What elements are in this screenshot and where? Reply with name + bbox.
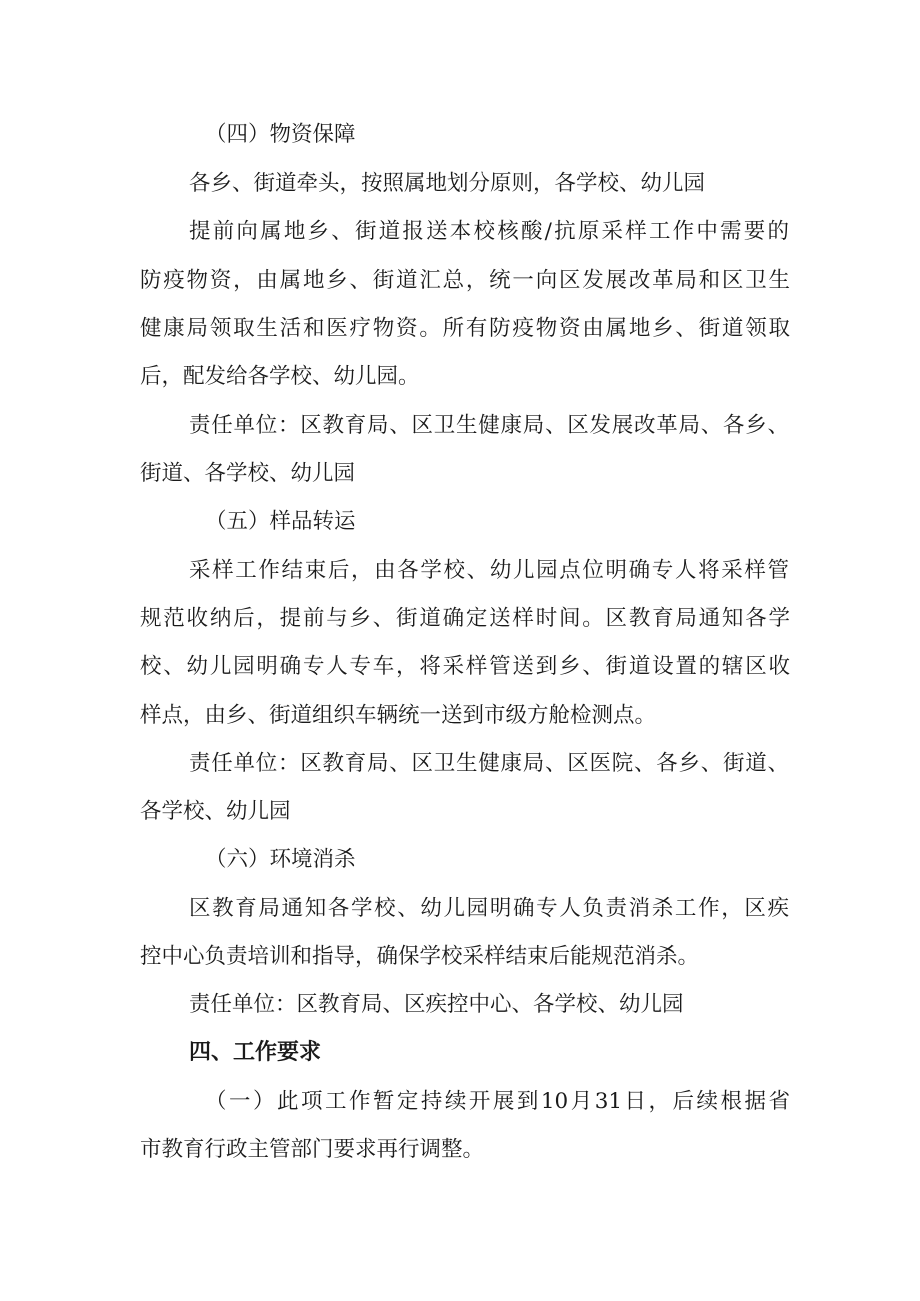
responsibility-line: 责任单位：区教育局、区疾控中心、各学校、幼儿园	[189, 992, 684, 1017]
paragraph-line: 样点，由乡、街道组织车辆统一送到市级方舱检测点。	[140, 703, 657, 728]
paragraph-line: （一）此项工作暂定持续开展到10月31日，后续根据省	[205, 1089, 790, 1114]
section-subheading: （四）物资保障	[205, 122, 356, 147]
paragraph-line: 后，配发给各学校、幼儿园。	[140, 364, 420, 389]
paragraph-line: 健康局领取生活和医疗物资。所有防疫物资由属地乡、街道领取	[140, 316, 790, 341]
paragraph-line: 采样工作结束后，由各学校、幼儿园点位明确专人将采样管	[189, 558, 789, 583]
paragraph-line: 防疫物资，由属地乡、街道汇总，统一向区发展改革局和区卫生	[140, 268, 790, 293]
paragraph-line: 市教育行政主管部门要求再行调整。	[140, 1137, 485, 1162]
paragraph-line: 规范收纳后，提前与乡、街道确定送样时间。区教育局通知各学	[140, 606, 790, 631]
paragraph-line: 区教育局通知各学校、幼儿园明确专人负责消杀工作，区疾	[189, 896, 789, 921]
paragraph-line: 校、幼儿园明确专人专车，将采样管送到乡、街道设置的辖区收	[140, 654, 790, 679]
paragraph-line: 各乡、街道牵头，按照属地划分原则，各学校、幼儿园	[189, 171, 706, 196]
section-subheading: （六）环境消杀	[205, 847, 356, 872]
responsibility-line: 责任单位：区教育局、区卫生健康局、区发展改革局、各乡、	[189, 413, 789, 438]
responsibility-line: 街道、各学校、幼儿园	[140, 461, 356, 486]
responsibility-line: 责任单位：区教育局、区卫生健康局、区医院、各乡、街道、	[189, 751, 789, 776]
responsibility-line: 各学校、幼儿园	[140, 799, 291, 824]
paragraph-line: 提前向属地乡、街道报送本校核酸/抗原采样工作中需要的	[189, 219, 789, 244]
section-subheading: （五）样品转运	[205, 509, 356, 534]
section-heading: 四、工作要求	[189, 1040, 322, 1065]
paragraph-line: 控中心负责培训和指导，确保学校采样结束后能规范消杀。	[140, 944, 700, 969]
